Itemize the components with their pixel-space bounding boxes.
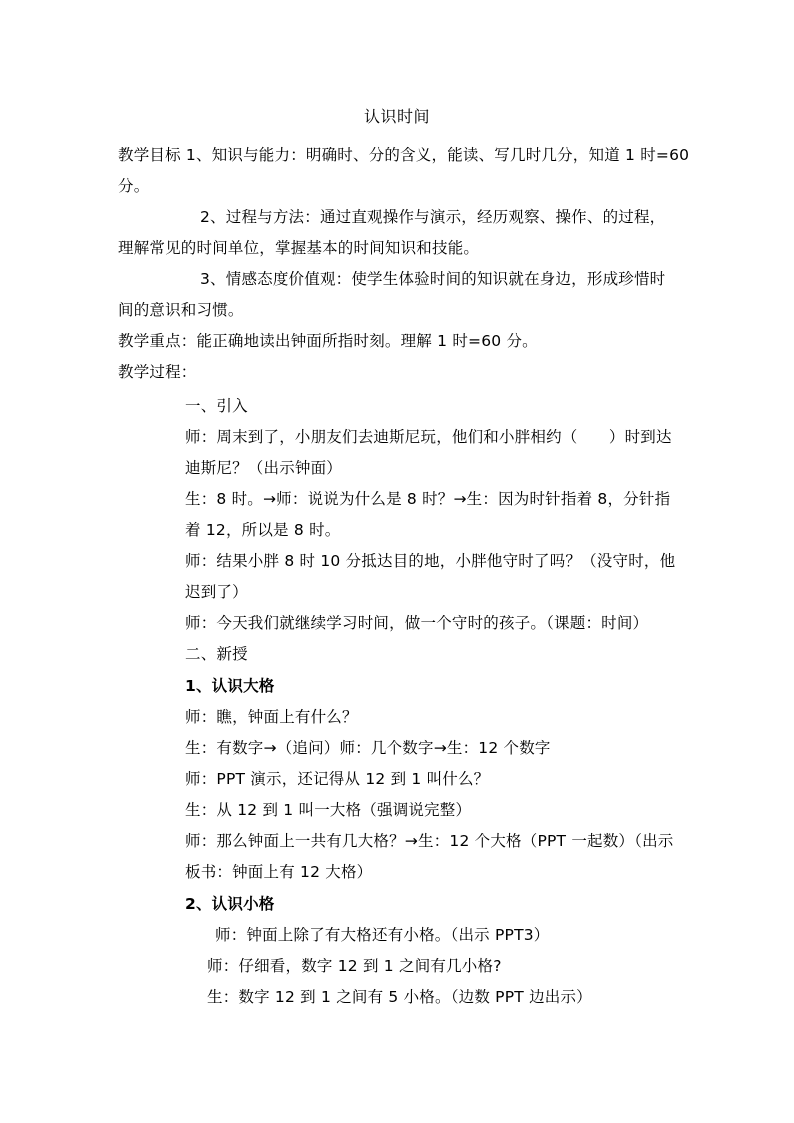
intro-line-6: 迟到了） <box>185 583 248 601</box>
objective-line-1: 教学目标 1、知识与能力：明确时、分的含义，能读、写几时几分，知道 1 时=60 <box>118 146 690 164</box>
objective-line-2: 分。 <box>118 177 150 195</box>
intro-line-5: 师：结果小胖 8 时 10 分抵达目的地，小胖他守时了吗？（没守时，他 <box>185 552 676 570</box>
intro-line-4: 着 12，所以是 8 时。 <box>185 521 341 539</box>
process-method-line-2: 理解常见的时间单位，掌握基本的时间知识和技能。 <box>118 239 480 257</box>
large-grid-line-2: 生：有数字→（追问）师：几个数字→生：12 个数字 <box>185 739 551 757</box>
small-grid-line-3: 生：数字 12 到 1 之间有 5 小格。（边数 PPT 边出示） <box>207 988 592 1006</box>
process-method-line-1: 2、过程与方法：通过直观操作与演示，经历观察、操作、的过程， <box>200 208 666 226</box>
large-grid-line-1: 师：瞧，钟面上有什么？ <box>185 708 358 726</box>
large-grid-line-6: 板书：钟面上有 12 大格） <box>185 863 373 881</box>
subsection-small-grid-heading: 2、认识小格 <box>185 895 275 913</box>
teaching-process-heading: 教学过程： <box>118 363 197 381</box>
intro-line-3: 生：8 时。→师：说说为什么是 8 时？→生：因为时针指着 8，分针指 <box>185 490 671 508</box>
large-grid-line-3: 师：PPT 演示，还记得从 12 到 1 叫什么？ <box>185 770 490 788</box>
key-point-line: 教学重点：能正确地读出钟面所指时刻。理解 1 时=60 分。 <box>118 332 538 350</box>
attitude-line-2: 间的意识和习惯。 <box>118 301 244 319</box>
intro-line-1: 师：周末到了，小朋友们去迪斯尼玩，他们和小胖相约（ ）时到达 <box>185 428 672 446</box>
small-grid-line-2: 师：仔细看，数字 12 到 1 之间有几小格? <box>207 957 502 975</box>
attitude-line-1: 3、情感态度价值观：使学生体验时间的知识就在身边，形成珍惜时 <box>200 270 666 288</box>
section-intro-heading: 一、引入 <box>185 397 248 415</box>
document-title: 认识时间 <box>363 107 430 126</box>
intro-line-7: 师：今天我们就继续学习时间，做一个守时的孩子。（课题：时间） <box>185 614 649 632</box>
large-grid-line-4: 生：从 12 到 1 叫一大格（强调说完整） <box>185 801 472 819</box>
subsection-large-grid-heading: 1、认识大格 <box>185 677 275 695</box>
section-new-heading: 二、新授 <box>185 645 248 663</box>
small-grid-line-1: 师：钟面上除了有大格还有小格。（出示 PPT3） <box>215 926 550 944</box>
intro-line-2: 迪斯尼？（出示钟面） <box>185 459 343 477</box>
large-grid-line-5: 师：那么钟面上一共有几大格？→生：12 个大格（PPT 一起数）（出示 <box>185 832 674 850</box>
